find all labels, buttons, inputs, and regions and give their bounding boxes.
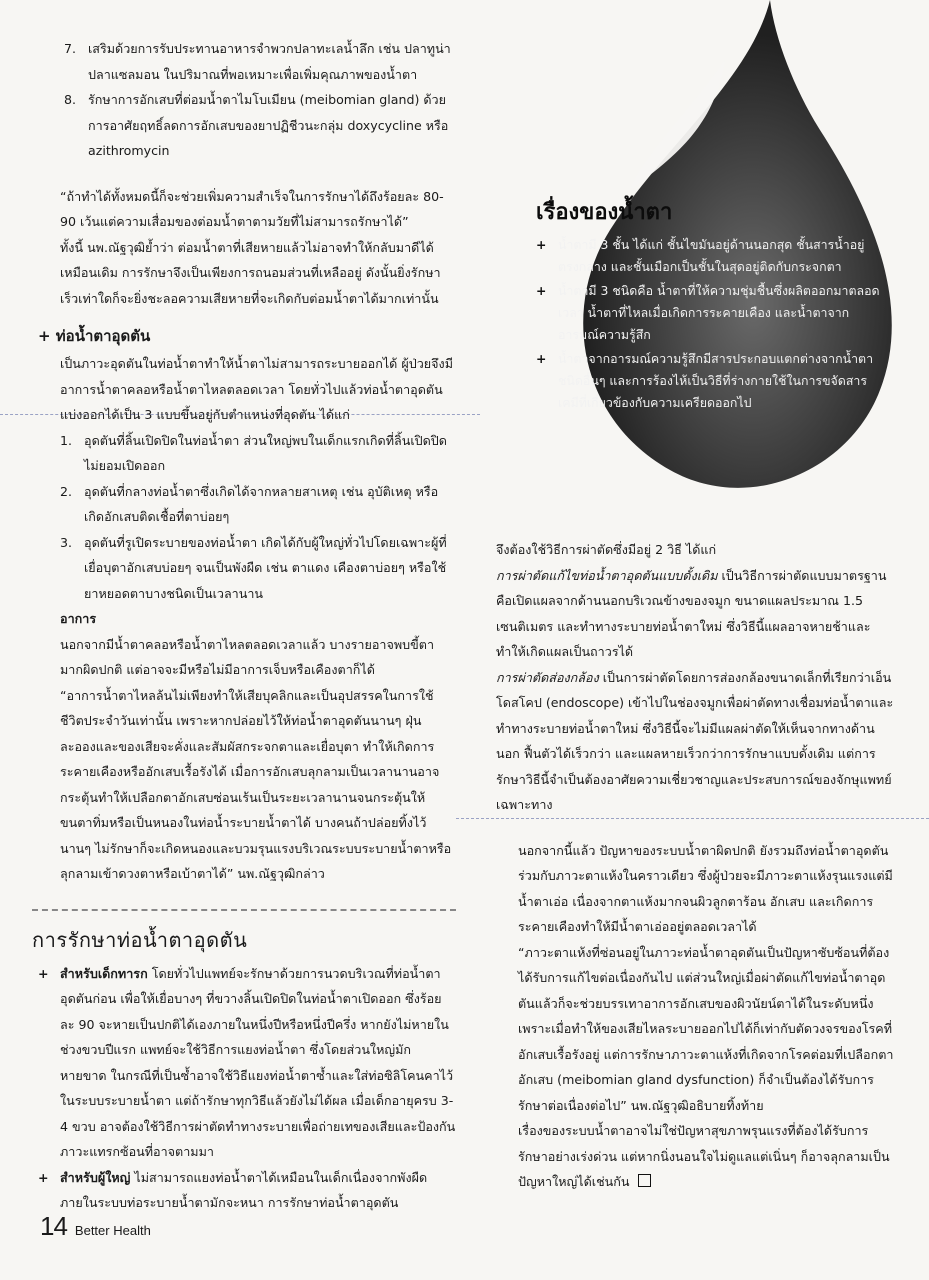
treatment-item: + สำหรับเด็กทารก โดยทั่วไปแพทย์จะรักษาด้วยการนวดบริเวณที่ท่อน้ำตาอุดตันก่อน เพื่อให้เยื่อบางๆ ที่ขวางลิ้นเปิดปิดในท่อน้ำตาเปิดออก ซึ่งร้อยละ 90 จะหายเป็นปกติได้เองภายในหนึ่งปีหรือหนึ่งปีครึ่ง หากยังไม่หายในช่วงขวบปีแรก แพทย์จะใช้วิธีการแยงท่อน้ำตา ซึ่งโดยส่วนใหญ่มักหายขาด ในกรณีที่เป็นซ้ำอาจใช้วิธีแยงท่อน้ำตาซ้ำและใส่ท่อซิลิโคนคาไว้ในระบบระบายน้ำตา แต่ถ้ารักษาทุกวิธีแล้วยังไม่ได้ผล เมื่อเด็กอายุครบ 3-4 ขวบ อาจต้องใช้วิธีการผ่าตัดทำทางระบายเพื่อถ่ายเทของเสียและป้องกันภาวะแทรกซ้อนที่อาจตามมา (38, 961, 456, 1165)
list-item: 8. รักษาการอักเสบที่ต่อมน้ำตาไมโบเมียน (meibomian gland) ด้วยการอาศัยฤทธิ์ลดการอักเสบของยาปฏิชีวนะกลุ่ม doxycycline หรือ azithromycin (64, 92, 449, 158)
plus-icon: + (536, 351, 547, 366)
right-column (496, 537, 896, 1195)
tears-fact-item: + น้ำตาจากอารมณ์ความรู้สึกมีสารประกอบแตกต่างจากน้ำตาชนิดอื่นๆ และการร้องไห้เป็นวิธีที่ร่างกายใช้ในการขจัดสารเคมีที่เกี่ยวข้องกับความเครียดออกไป (536, 348, 881, 414)
surgery-method: การผ่าตัดส่องกล้อง เป็นการผ่าตัดโดยการส่องกล้องขนาดเล็กที่เรียกว่าเอ็นโดสโคป (endoscope) เข้าไปในช่องจมูกเพื่อผ่าตัดทางเชื่อมท่อน้ำตาและทำทางระบายท่อน้ำตาใหม่ ซึ่งวิธีนี้จะไม่มีแผลผ่าตัดให้เห็นจากทางด้านนอก ฟื้นตัวได้เร็วกว่า และแผลหายเร็วกว่าการรักษาแบบดั้งเดิม แต่การรักษาวิธีนี้จำเป็นต้องอาศัยความเชี่ยวชาญและประสบการณ์ของจักษุแพทย์เฉพาะทาง (496, 669, 894, 812)
plus-icon: + (38, 965, 49, 981)
page-number: 14 (40, 1211, 67, 1241)
list-item: 3. อุดตันที่รูเปิดระบายของท่อน้ำตา เกิดได้กับผู้ใหญ่ทั่วไปโดยเฉพาะผู้ที่เยื่อบุตาอักเสบบ่อยๆ จนเป็นพังผืด เช่น ตาแดง เคืองตาบ่อยๆ หรือใช้ยาหยอดตาบางชนิดเป็นเวลานาน (60, 534, 447, 601)
body-paragraph: นอกจากมีน้ำตาคลอหรือน้ำตาไหลตลอดเวลาแล้ว บางรายอาจพบขี้ตามากผิดปกติ แต่อาจจะมีหรือไม่มีอาการเจ็บหรือเคืองตาก็ได้ (60, 636, 435, 677)
left-column (32, 36, 456, 1216)
section-heading: + ท่อน้ำตาอุดตัน (38, 327, 151, 345)
closing-paragraph: เรื่องของระบบน้ำตาอาจไม่ใช่ปัญหาสุขภาพรุนแรงที่ต้องได้รับการรักษาอย่างเร่งด่วน แต่หากนิ่งนอนใจไม่ดูแลแต่เนิ่นๆ ก็อาจลุกลามเป็นปัญหาใหญ่ได้เช่นกัน (518, 1123, 890, 1189)
plus-icon: + (536, 237, 547, 252)
body-paragraph: ทั้งนี้ นพ.ณัฐวุฒิย้ำว่า ต่อมน้ำตาที่เสียหายแล้วไม่อาจทำให้กลับมาดีได้เหมือนเดิม การรักษาจึงเป็นเพียงการถนอมส่วนที่เหลืออยู่ ดังนั้นยิ่งรักษาเร็วเท่าใดก็จะยิ่งชะลอความเสียหายที่จะเกิดกับต่อมน้ำตาได้มากเท่านั้น (60, 239, 441, 306)
tears-facts-title: เรื่องของน้ำตา (536, 200, 673, 225)
tears-facts-box (536, 196, 881, 416)
tears-fact-item: + น้ำตามี 3 ชั้น ได้แก่ ชั้นไขมันอยู่ด้านนอกสุด ชั้นสารน้ำอยู่ตรงกลาง และชั้นเมือกเป็นชั้นในสุดอยู่ติดกับกระจกตา (536, 234, 881, 278)
quote-paragraph: “ถ้าทำได้ทั้งหมดนี้ก็จะช่วยเพิ่มความสำเร็จในการรักษาได้ถึงร้อยละ 80-90 เว้นแต่ความเสื่อมของต่อมน้ำตาตามวัยที่ไม่สามารถรักษาได้” (60, 188, 444, 229)
tears-fact-item: + น้ำตามี 3 ชนิดคือ น้ำตาที่ให้ความชุ่มชื้นซึ่งผลิตออกมาตลอดเวลา น้ำตาที่ไหลเมื่อเกิดการระคายเคือง และน้ำตาจากอารมณ์ความรู้สึก (536, 280, 881, 346)
list-item: 1. อุดตันที่ลิ้นเปิดปิดในท่อน้ำตา ส่วนใหญ่พบในเด็กแรกเกิดที่ลิ้นเปิดปิดไม่ยอมเปิดออก (60, 432, 447, 473)
list-item: 2. อุดตันที่กลางท่อน้ำตาซึ่งเกิดได้จากหลายสาเหตุ เช่น อุบัติเหตุ หรือเกิดอักเสบติดเชื้อที่ตาบ่อยๆ (60, 483, 439, 524)
plus-icon: + (38, 327, 56, 345)
surgery-method: การผ่าตัดแก้ไขท่อน้ำตาอุดตันแบบดั้งเดิม เป็นวิธีการผ่าตัดแบบมาตรฐานคือเปิดแผลจากด้านนอกบริเวณข้างของจมูก ขนาดแผลประมาณ 1.5 เซนติเมตร และทำทางระบายท่อน้ำตาใหม่ ซึ่งวิธีนี้แผลอาจหายช้าและทำให้เกิดแผลเป็นถาวรได้ (496, 567, 887, 659)
body-paragraph: เป็นภาวะอุดตันในท่อน้ำตาทำให้น้ำตาไม่สามารถระบายออกได้ ผู้ป่วยจึงมีอาการน้ำตาคลอหรือน้ำตาไหลตลอดเวลา โดยทั่วไปแล้วท่อน้ำตาอุดตันแบ่งออกได้เป็น 3 แบบขึ้นอยู่กับตำแหน่งที่อุดตัน ได้แก่ (60, 356, 454, 422)
plus-icon: + (38, 1169, 49, 1185)
plus-icon: + (536, 283, 547, 298)
body-paragraph: นอกจากนี้แล้ว ปัญหาของระบบน้ำตาผิดปกติ ยังรวมถึงท่อน้ำตาอุดตันร่วมกับภาวะตาแห้งในคราวเดียว ซึ่งผู้ป่วยจะมีภาวะตาแห้งรุนแรงแต่มีน้ำตาเอ่อ เนื่องจากตาแห้งมากจนผิวลูกตาร้อน อักเสบ และเกิดการระคายเคืองทำให้มีน้ำตาเอ่ออยู่ตลอดเวลาได้ (518, 842, 893, 934)
body-paragraph: จึงต้องใช้วิธีการผ่าตัดซึ่งมีอยู่ 2 วิธี ได้แก่ (496, 542, 717, 557)
symptoms-heading: อาการ (60, 611, 97, 626)
end-mark-icon (638, 1174, 651, 1187)
treatment-section-title: การรักษาท่อน้ำตาอุดตัน (32, 909, 456, 955)
magazine-name: Better Health (74, 1223, 151, 1238)
treatment-item: + สำหรับผู้ใหญ่ ไม่สามารถแยงท่อน้ำตาได้เหมือนในเด็กเนื่องจากพังผืดภายในระบบท่อระบายน้ำตามักจะหนา การรักษาท่อน้ำตาอุดตัน (38, 1165, 456, 1216)
quote-paragraph: “อาการน้ำตาไหลล้นไม่เพียงทำให้เสียบุคลิกและเป็นอุปสรรคในการใช้ชีวิตประจำวันเท่านั้น เพราะหากปล่อยไว้ให้ท่อน้ำตาอุดตันนานๆ ฝุ่นละอองและของเสียจะคั่งและสัมผัสกระจกตาและเยื่อบุตา ทำให้เกิดการระคายเคืองหรืออักเสบเรื้อรังได้ เมื่อการอักเสบลุกลามเป็นเวลานานอาจกระตุ้นทำให้เปลือกตาอักเสบซ่อนเร้นเป็นระยะเวลานานจนกระตุ้นให้ขนตาทิ่มหรือเป็นหนองในท่อน้ำระบายน้ำตาได้ บางคนถ้าปล่อยทิ้งไว้นานๆ ไม่รักษาก็จะเกิดหนองและบวมรุนแรงบริเวณระบบระบายน้ำตาหรือลุกลามเข้าดวงตาหรือเบ้าตาได้” นพ.ณัฐวุฒิกล่าว (60, 687, 452, 881)
list-item: 7. เสริมด้วยการรับประทานอาหารจำพวกปลาทะเลน้ำลึก เช่น ปลาทูน่า ปลาแซลมอน ในปริมาณที่พอเหมาะเพื่อเพิ่มคุณภาพของน้ำตา (64, 41, 451, 82)
page-footer (40, 1211, 151, 1244)
quote-paragraph: “ภาวะตาแห้งที่ซ่อนอยู่ในภาวะท่อน้ำตาอุดตันเป็นปัญหาซับซ้อนที่ต้องได้รับการแก้ไขต่อเนื่องกันไป แต่ส่วนใหญ่เมื่อผ่าตัดแก้ไขท่อน้ำตาอุดตันแล้วก็จะช่วยบรรเทาอาการอักเสบของผิวนัยน์ตาได้ในระดับหนึ่ง เพราะเมื่อทำให้ของเสียไหลระบายออกไปได้ก็เท่ากับตัดวงจรของโรคที่อักเสบเรื้อรังอยู่ แต่การรักษาภาวะตาแห้งที่เกิดจากโรคต่อมที่เปลือกตาอักเสบ (meibomian gland dysfunction) ก็จำเป็นต้องได้รับการรักษาต่อเนื่องต่อไป” นพ.ณัฐวุฒิอธิบายทิ้งท้าย (518, 944, 894, 1113)
